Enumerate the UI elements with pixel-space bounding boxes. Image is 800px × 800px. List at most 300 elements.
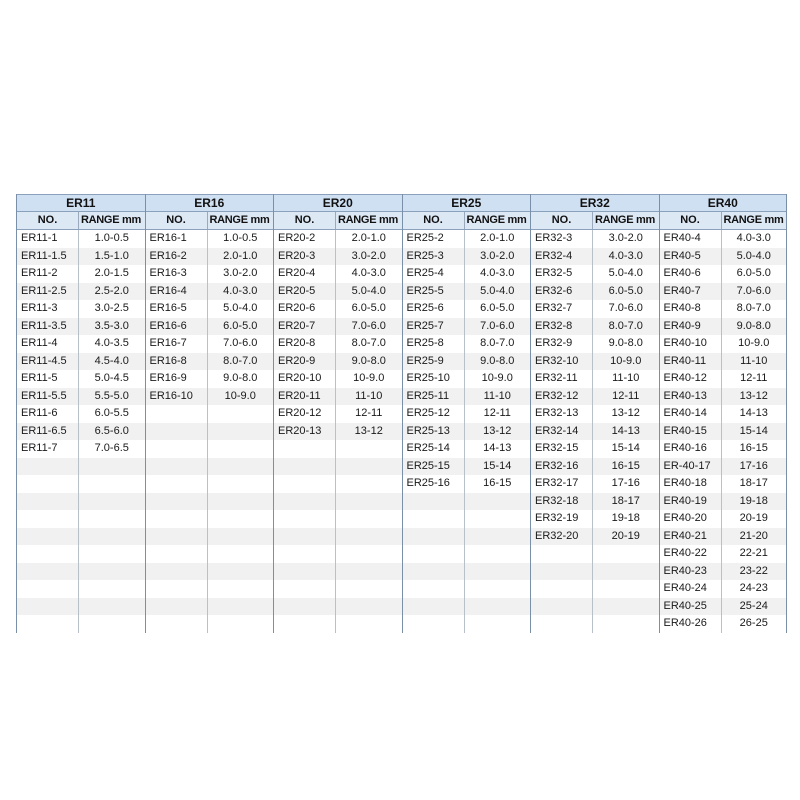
cell-range: 12-11 [483, 407, 511, 419]
cell-range: 2.0-1.5 [94, 267, 129, 279]
cell-range: 6.0-5.0 [351, 302, 386, 314]
table-row [274, 283, 402, 301]
table-row [274, 423, 402, 441]
cell-no: ER25-11 [403, 388, 465, 406]
table-row [17, 440, 145, 458]
cell-no: ER-40-17 [660, 458, 722, 476]
table-row [660, 353, 787, 371]
cell-range: 2.0-1.0 [480, 232, 515, 244]
table-row [531, 353, 659, 371]
table-row [660, 545, 787, 563]
table-row [403, 563, 531, 581]
table-row [146, 370, 274, 388]
cell-no: ER20-11 [274, 388, 336, 406]
cell-no: ER32-6 [531, 283, 593, 301]
group-er20 [273, 194, 402, 633]
cell-no: ER16-2 [146, 248, 208, 266]
table-row [531, 440, 659, 458]
cell-range [79, 563, 145, 581]
table-row [660, 528, 787, 546]
cell-range [208, 510, 274, 528]
cell-range [79, 510, 145, 528]
cell-range: 9.0-8.0 [736, 319, 771, 332]
cell-no: ER11-7 [17, 440, 79, 458]
table-row [17, 388, 145, 406]
cell-range [208, 458, 274, 476]
cell-no [146, 423, 208, 441]
table-row [17, 615, 145, 633]
cell-range: 10-9.0 [610, 354, 642, 367]
cell-range: 4.0-3.0 [608, 249, 643, 262]
cell-no: ER40-20 [660, 510, 722, 528]
table-row [274, 580, 402, 598]
cell-no: ER25-12 [403, 405, 465, 423]
table-row [403, 335, 531, 353]
cell-no [17, 475, 79, 493]
cell-no [146, 615, 208, 633]
cell-range [79, 615, 145, 633]
cell-no [274, 580, 336, 598]
table-row [17, 563, 145, 581]
cell-range: 23-22 [739, 564, 768, 577]
cell-range: 13-12 [483, 424, 512, 437]
table-row [17, 300, 145, 318]
table-row [274, 598, 402, 616]
cell-range: 8.0-7.0 [351, 337, 386, 349]
cell-range: 6.0-5.0 [736, 267, 771, 279]
table-row [660, 493, 787, 511]
table-row [403, 440, 531, 458]
cell-no: ER40-26 [660, 615, 722, 633]
table-row [403, 510, 531, 528]
cell-no: ER32-18 [531, 493, 593, 511]
table-row [146, 580, 274, 598]
cell-range: 7.0-6.0 [736, 284, 771, 297]
cell-no: ER25-16 [403, 475, 465, 493]
cell-no: ER25-13 [403, 423, 465, 441]
table-row [403, 283, 531, 301]
cell-no [146, 580, 208, 598]
cell-no: ER25-3 [403, 248, 465, 266]
cell-no: ER32-14 [531, 423, 593, 441]
cell-no [146, 458, 208, 476]
cell-range: 5.0-4.0 [480, 284, 515, 297]
cell-range: 17-16 [611, 477, 640, 489]
cell-no: ER20-12 [274, 405, 336, 423]
table-row [531, 423, 659, 441]
cell-no: ER25-9 [403, 353, 465, 371]
cell-no: ER25-8 [403, 335, 465, 353]
cell-no: ER32-9 [531, 335, 593, 353]
cell-no [17, 580, 79, 598]
cell-no: ER32-4 [531, 248, 593, 266]
cell-no [17, 615, 79, 633]
cell-no: ER16-8 [146, 353, 208, 371]
cell-no: ER16-10 [146, 388, 208, 406]
table-row [660, 283, 787, 301]
cell-range [208, 493, 274, 511]
table-row [531, 580, 659, 598]
cell-range: 17-16 [739, 459, 768, 472]
cell-range: 5.0-4.0 [608, 267, 643, 279]
table-row [17, 598, 145, 616]
cell-no [531, 598, 593, 616]
header-range: RANGE mm [338, 214, 398, 226]
group-title: ER32 [531, 194, 659, 212]
cell-range: 6.0-5.5 [94, 407, 129, 419]
cell-range: 5.0-4.0 [736, 249, 771, 262]
cell-range: 9.0-8.0 [223, 372, 258, 384]
cell-range: 4.0-3.0 [736, 232, 771, 244]
table-row [531, 475, 659, 493]
cell-no [403, 598, 465, 616]
cell-no: ER40-4 [660, 230, 722, 248]
cell-range: 11-10 [612, 372, 640, 384]
table-row [403, 405, 531, 423]
table-row [17, 230, 145, 248]
cell-range: 19-18 [611, 512, 640, 524]
cell-no: ER11-4.5 [17, 353, 79, 371]
cell-no: ER11-2 [17, 265, 79, 283]
table-row [17, 545, 145, 563]
table-row [531, 318, 659, 336]
table-row [403, 370, 531, 388]
cell-no: ER20-4 [274, 265, 336, 283]
cell-no: ER40-12 [660, 370, 722, 388]
cell-range: 21-20 [739, 529, 768, 542]
group-title: ER25 [403, 194, 531, 212]
table-row [274, 475, 402, 493]
cell-no: ER32-12 [531, 388, 593, 406]
cell-range: 25-24 [739, 599, 768, 612]
cell-range: 3.0-2.0 [223, 267, 258, 279]
cell-range [593, 598, 659, 616]
table-groups [16, 194, 787, 633]
header-range: RANGE mm [595, 214, 655, 226]
cell-no [403, 563, 465, 581]
cell-no [17, 598, 79, 616]
cell-no: ER25-14 [403, 440, 465, 458]
cell-range: 16-15 [739, 442, 768, 454]
cell-range: 2.0-1.0 [351, 232, 386, 244]
cell-range: 10-9.0 [481, 372, 513, 384]
cell-range [465, 493, 531, 511]
cell-no: ER25-4 [403, 265, 465, 283]
cell-range: 19-18 [739, 494, 768, 507]
cell-no [17, 528, 79, 546]
header-range: RANGE mm [723, 214, 784, 226]
cell-range [593, 545, 659, 563]
cell-range: 3.0-2.0 [480, 249, 515, 262]
cell-range: 6.5-6.0 [94, 424, 129, 437]
cell-no [403, 545, 465, 563]
table-row [403, 388, 531, 406]
cell-no [274, 563, 336, 581]
cell-no: ER20-7 [274, 318, 336, 336]
table-row [146, 265, 274, 283]
table-body [17, 230, 145, 633]
cell-range [79, 458, 145, 476]
cell-range: 4.0-3.0 [223, 284, 258, 297]
cell-no: ER20-2 [274, 230, 336, 248]
table-row [17, 493, 145, 511]
cell-no: ER40-24 [660, 580, 722, 598]
cell-range [336, 458, 402, 476]
cell-range [465, 510, 531, 528]
cell-range [336, 440, 402, 458]
cell-range [465, 580, 531, 598]
table-row [274, 405, 402, 423]
cell-no [403, 493, 465, 511]
cell-no: ER25-6 [403, 300, 465, 318]
table-row [531, 545, 659, 563]
table-row [17, 335, 145, 353]
table-row [146, 598, 274, 616]
cell-range: 7.0-6.0 [351, 319, 386, 332]
cell-range: 6.0-5.0 [223, 319, 258, 332]
table-row [274, 528, 402, 546]
table-row [660, 248, 787, 266]
table-row [146, 458, 274, 476]
cell-range: 11-10 [355, 389, 383, 402]
cell-range [336, 545, 402, 563]
table-row [146, 318, 274, 336]
cell-range: 1.5-1.0 [94, 249, 129, 262]
cell-no: ER11-6 [17, 405, 79, 423]
cell-range: 12-11 [740, 372, 768, 384]
cell-no [274, 510, 336, 528]
cell-range: 7.0-6.5 [94, 442, 129, 454]
cell-range: 13-12 [739, 389, 768, 402]
table-row [660, 370, 787, 388]
cell-range: 10-9.0 [224, 389, 256, 402]
cell-range: 2.5-2.0 [94, 284, 129, 297]
cell-range: 16-15 [611, 459, 640, 472]
table-row [146, 248, 274, 266]
table-row [403, 615, 531, 633]
cell-range [208, 598, 274, 616]
cell-no [17, 458, 79, 476]
table-row [403, 528, 531, 546]
table-row [17, 458, 145, 476]
table-row [403, 265, 531, 283]
table-body [660, 230, 787, 633]
cell-no: ER40-8 [660, 300, 722, 318]
table-row [146, 475, 274, 493]
cell-no: ER32-17 [531, 475, 593, 493]
table-row [146, 493, 274, 511]
cell-no: ER40-25 [660, 598, 722, 616]
table-row [531, 528, 659, 546]
table-row [146, 615, 274, 633]
table-row [17, 475, 145, 493]
cell-range [465, 528, 531, 546]
cell-range: 11-10 [483, 389, 511, 402]
table-row [146, 283, 274, 301]
cell-no: ER40-7 [660, 283, 722, 301]
table-body [531, 230, 659, 633]
cell-range [465, 563, 531, 581]
cell-no [146, 405, 208, 423]
table-row [403, 580, 531, 598]
cell-no: ER40-5 [660, 248, 722, 266]
cell-no: ER16-1 [146, 230, 208, 248]
cell-no [274, 458, 336, 476]
cell-range: 18-17 [611, 494, 640, 507]
column-header-row [403, 212, 531, 230]
table-row [660, 510, 787, 528]
cell-no [403, 528, 465, 546]
cell-range: 5.0-4.0 [223, 302, 258, 314]
table-row [274, 265, 402, 283]
cell-no: ER40-13 [660, 388, 722, 406]
table-row [17, 580, 145, 598]
table-row [660, 405, 787, 423]
cell-range: 16-15 [483, 477, 512, 489]
cell-no [146, 510, 208, 528]
group-er25 [402, 194, 531, 633]
table-row [660, 335, 787, 353]
table-row [403, 353, 531, 371]
table-row [146, 528, 274, 546]
cell-range: 7.0-6.0 [223, 337, 258, 349]
cell-no [146, 493, 208, 511]
column-header-row [17, 212, 145, 230]
table-row [660, 230, 787, 248]
cell-range [208, 545, 274, 563]
cell-no [403, 615, 465, 633]
table-row [403, 493, 531, 511]
cell-range: 8.0-7.0 [223, 354, 258, 367]
cell-no: ER11-3 [17, 300, 79, 318]
cell-no: ER16-7 [146, 335, 208, 353]
cell-no: ER25-15 [403, 458, 465, 476]
cell-range: 4.0-3.0 [351, 267, 386, 279]
header-no: NO. [17, 212, 79, 229]
table-row [531, 493, 659, 511]
table-row [531, 248, 659, 266]
cell-range [208, 528, 274, 546]
table-row [146, 440, 274, 458]
cell-no: ER11-2.5 [17, 283, 79, 301]
table-row [274, 318, 402, 336]
cell-no: ER40-15 [660, 423, 722, 441]
table-row [531, 335, 659, 353]
cell-no: ER32-10 [531, 353, 593, 371]
table-row [17, 528, 145, 546]
cell-range: 6.0-5.0 [480, 302, 515, 314]
cell-no [17, 563, 79, 581]
cell-no: ER11-5 [17, 370, 79, 388]
cell-range: 2.0-1.0 [223, 249, 258, 262]
cell-range [208, 580, 274, 598]
cell-range [208, 563, 274, 581]
cell-no: ER16-5 [146, 300, 208, 318]
table-row [17, 370, 145, 388]
cell-range [593, 563, 659, 581]
cell-range [593, 580, 659, 598]
table-row [403, 545, 531, 563]
header-no: NO. [531, 212, 593, 229]
cell-no [146, 598, 208, 616]
cell-range [336, 615, 402, 633]
table-row [403, 475, 531, 493]
cell-no: ER40-14 [660, 405, 722, 423]
cell-no: ER32-3 [531, 230, 593, 248]
cell-no: ER16-6 [146, 318, 208, 336]
cell-no [17, 493, 79, 511]
cell-range [593, 615, 659, 633]
cell-range [465, 615, 531, 633]
cell-no: ER40-21 [660, 528, 722, 546]
cell-no [17, 510, 79, 528]
cell-range: 9.0-8.0 [608, 337, 643, 349]
cell-no [531, 615, 593, 633]
cell-range: 14-13 [483, 442, 512, 454]
cell-range: 14-13 [739, 407, 768, 419]
table-row [660, 388, 787, 406]
column-header-row [531, 212, 659, 230]
cell-range [336, 580, 402, 598]
cell-range [79, 475, 145, 493]
table-body [274, 230, 402, 633]
cell-no: ER11-4 [17, 335, 79, 353]
cell-range [79, 580, 145, 598]
table-row [531, 388, 659, 406]
column-header-row [660, 212, 787, 230]
table-row [531, 510, 659, 528]
table-row [17, 510, 145, 528]
table-row [17, 318, 145, 336]
group-title: ER16 [146, 194, 274, 212]
table-row [274, 493, 402, 511]
cell-range: 4.5-4.0 [94, 354, 129, 367]
table-row [274, 388, 402, 406]
cell-no: ER20-6 [274, 300, 336, 318]
table-row [17, 265, 145, 283]
table-row [17, 405, 145, 423]
cell-no [274, 493, 336, 511]
cell-range: 3.5-3.0 [94, 319, 129, 332]
cell-no: ER40-18 [660, 475, 722, 493]
table-row [531, 615, 659, 633]
cell-no [531, 545, 593, 563]
cell-range: 10-9.0 [353, 372, 385, 384]
cell-range [79, 528, 145, 546]
cell-range: 12-11 [612, 389, 640, 402]
table-row [403, 300, 531, 318]
cell-no: ER20-9 [274, 353, 336, 371]
table-row [146, 405, 274, 423]
cell-range [465, 545, 531, 563]
cell-range [336, 510, 402, 528]
cell-no [146, 475, 208, 493]
cell-range: 15-14 [739, 424, 768, 437]
table-row [531, 230, 659, 248]
table-row [531, 598, 659, 616]
cell-range: 24-23 [739, 582, 768, 594]
table-row [531, 405, 659, 423]
cell-no: ER25-10 [403, 370, 465, 388]
table-row [660, 580, 787, 598]
cell-no: ER16-3 [146, 265, 208, 283]
cell-no: ER40-9 [660, 318, 722, 336]
cell-range: 9.0-8.0 [351, 354, 386, 367]
cell-no: ER11-3.5 [17, 318, 79, 336]
cell-no [531, 580, 593, 598]
cell-range: 4.0-3.0 [480, 267, 515, 279]
cell-range: 14-13 [611, 424, 640, 437]
